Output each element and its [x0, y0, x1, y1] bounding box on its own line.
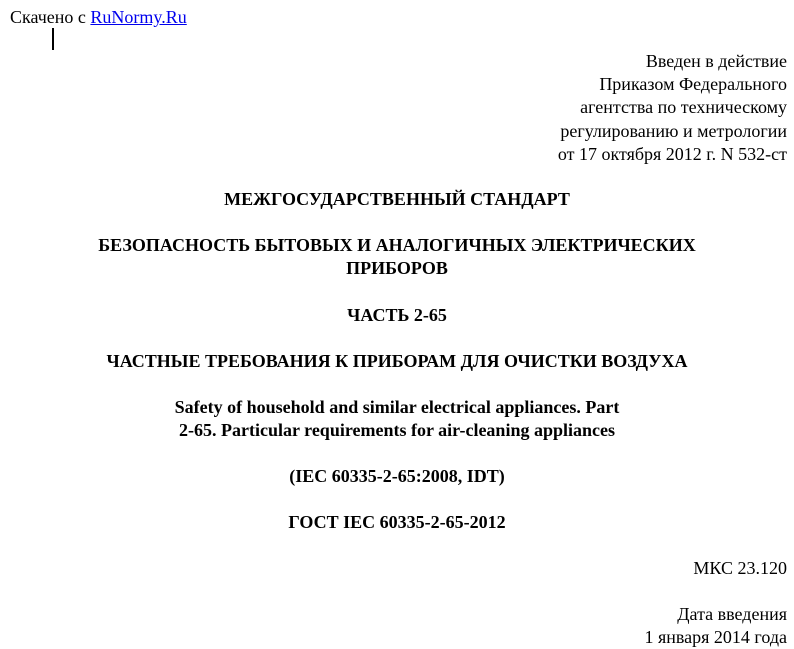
title-en-line-1: Safety of household and similar electrical appliances. Part: [174, 397, 620, 417]
text-cursor: [52, 28, 54, 50]
enactment-line-4: регулированию и метрологии: [560, 120, 787, 141]
title-ru-line-2: ПРИБОРОВ: [346, 258, 448, 278]
site-link[interactable]: RuNormy.Ru: [90, 7, 187, 27]
mks-code: МКС 23.120: [693, 558, 787, 578]
enactment-line-3: агентства по техническому: [580, 97, 787, 118]
enactment-line-1: Введен в действие: [645, 51, 787, 71]
standard-type-heading: МЕЖГОСУДАРСТВЕННЫЙ СТАНДАРТ: [224, 189, 570, 209]
enactment-block: [367, 50, 787, 166]
enactment-line-5: от 17 октября 2012 г. N 532-ст: [557, 143, 787, 164]
gost-code: ГОСТ IEC 60335-2-65-2012: [288, 512, 506, 532]
enactment-line-2: Приказом Федерального: [599, 74, 787, 95]
intro-date: 1 января 2014 года: [644, 627, 787, 647]
download-source-line: [10, 6, 187, 28]
iec-reference: (IEC 60335-2-65:2008, IDT): [289, 466, 505, 486]
title-ru-line-1: БЕЗОПАСНОСТЬ БЫТОВЫХ И АНАЛОГИЧНЫХ ЭЛЕКТРИЧЕСКИХ: [98, 235, 696, 255]
intro-date-label: Дата введения: [677, 604, 787, 624]
downloaded-from-text: Скачено с: [10, 7, 86, 27]
part-heading: ЧАСТЬ 2-65: [347, 305, 447, 325]
subtitle-ru: ЧАСТНЫЕ ТРЕБОВАНИЯ К ПРИБОРАМ ДЛЯ ОЧИСТКИ ВОЗДУХА: [106, 351, 688, 371]
title-en-line-2: 2-65. Particular requirements for air-cleaning appliances: [179, 420, 615, 440]
